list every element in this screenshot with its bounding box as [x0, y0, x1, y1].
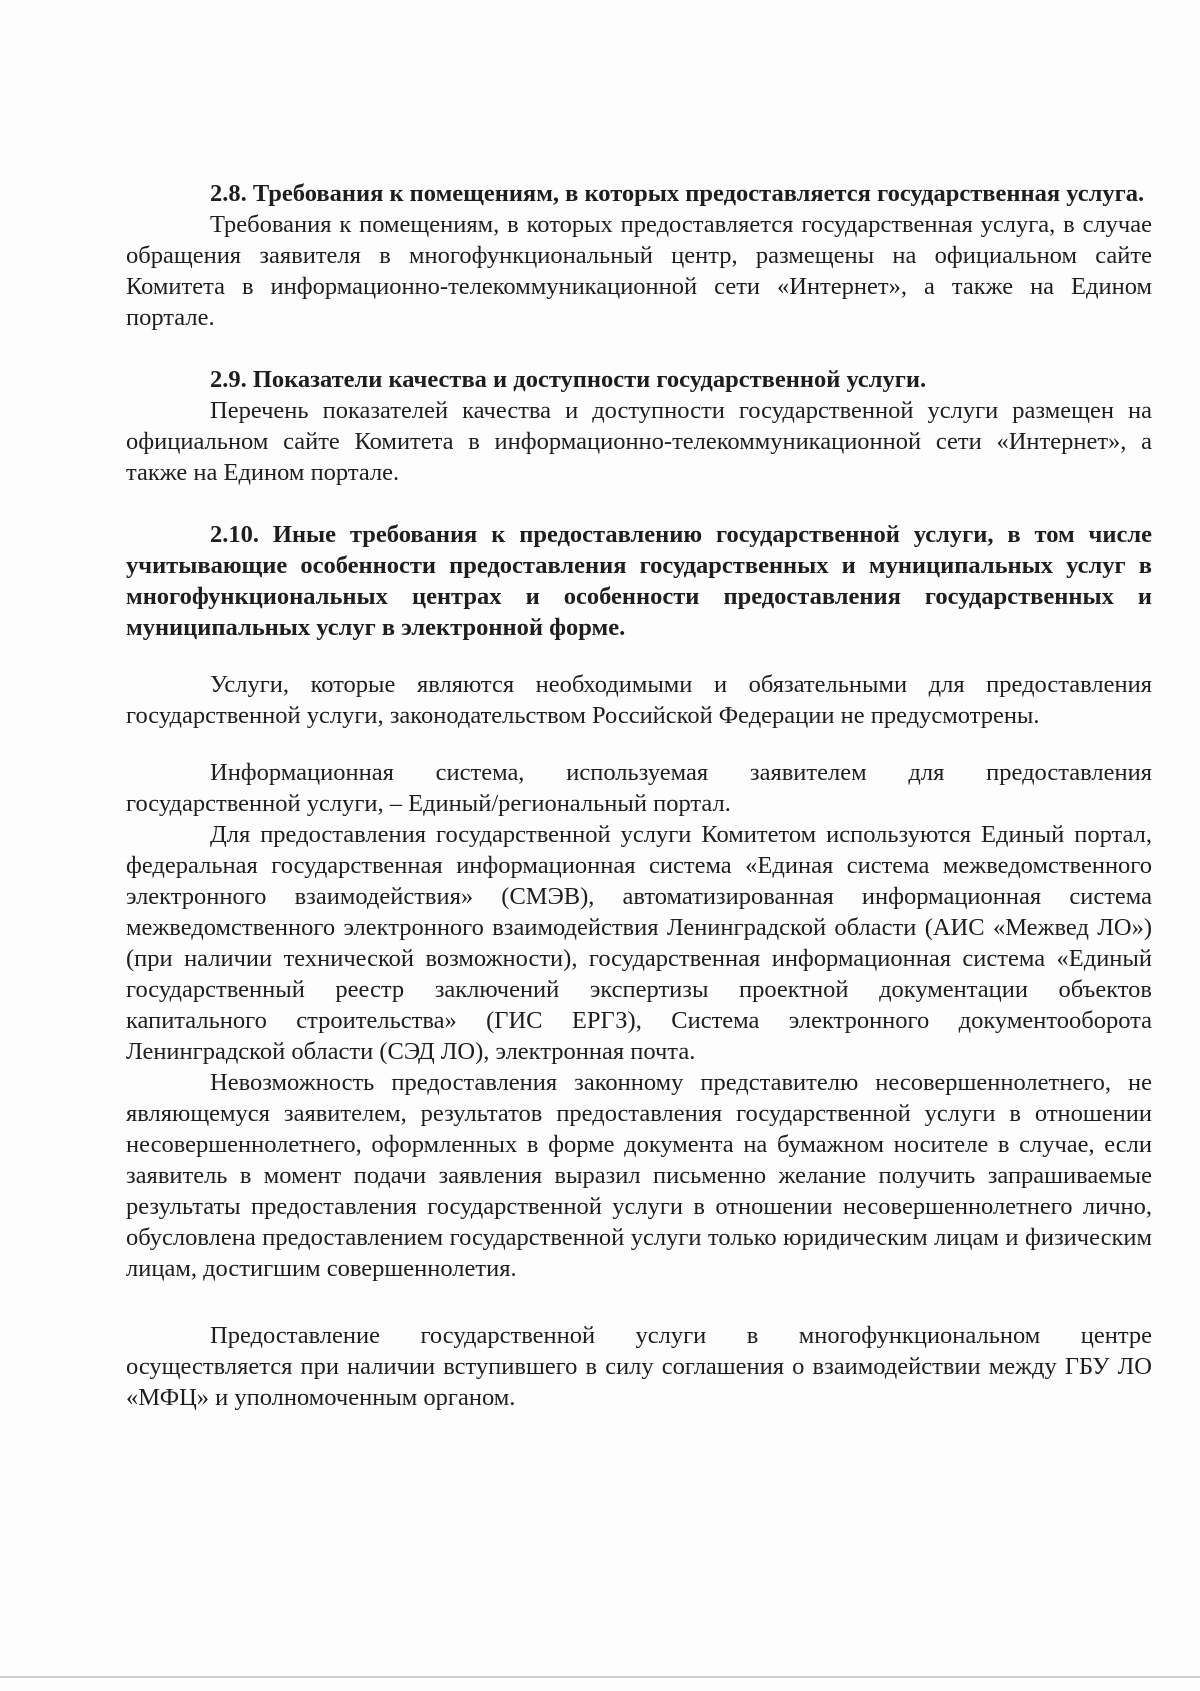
scan-edge-line [0, 1676, 1200, 1678]
section-2-9-heading: 2.9. Показатели качества и доступности государственной услуги. [210, 366, 927, 393]
spacer [126, 1284, 1152, 1320]
spacer [126, 643, 1152, 669]
section-2-8-body: Требования к помещениям, в которых предоставляется государственная услуга, в случае обращения заявителя в многофункциональный центр, размещены на официальном сайте Комитета в информационно-телекоммуникационной сети «Интернет», а также на Едином портале. [126, 211, 1152, 331]
section-2-10-paragraph-2: Информационная система, используемая заявителем для предоставления государственной услуги, – Единый/региональный портал. [126, 759, 1152, 817]
section-2-10-paragraph-3: Для предоставления государственной услуги Комитетом используются Единый портал, федеральная государственная информационная система «Единая система межведомственного электронного взаимодействия» (СМЭВ), автоматизированная информационная система межведомственного электронного взаимодействия Ленинградской области (АИС «Межвед ЛО») (при наличии технической возможности), государственная информационная система «Единый государственный реестр заключений экспертизы проектной документации объектов капитального строительства» (ГИС ЕРГЗ), Система электронного документооборота Ленинградской области (СЭД ЛО), электронная почта. [126, 821, 1152, 1065]
spacer [126, 333, 1152, 364]
section-2-10-paragraph-5: Предоставление государственной услуги в многофункциональном центре осуществляется при наличии вступившего в силу соглашения о взаимодействии между ГБУ ЛО «МФЦ» и уполномоченным органом. [126, 1322, 1152, 1411]
spacer [126, 488, 1152, 519]
section-2-10-paragraph-1: Услуги, которые являются необходимыми и обязательными для предоставления государственной услуги, законодательством Российской Федерации не предусмотрены. [126, 671, 1152, 729]
section-2-9-body: Перечень показателей качества и доступности государственной услуги размещен на официальном сайте Комитета в информационно-телекоммуникационной сети «Интернет», а также на Едином портале. [126, 397, 1152, 486]
document-content [126, 178, 1152, 1413]
spacer [126, 731, 1152, 757]
section-2-10-heading: 2.10. Иные требования к предоставлению государственной услуги, в том числе учитывающие особенности предоставления государственных и муниципальных услуг в многофункциональных центрах и особенности предоставления государственных и муниципальных услуг в электронной форме. [126, 521, 1152, 641]
section-2-10-paragraph-4: Невозможность предоставления законному представителю несовершеннолетнего, не являющемуся заявителем, результатов предоставления государственной услуги в отношении несовершеннолетнего, оформленных в форме документа на бумажном носителе в случае, если заявитель в момент подачи заявления выразил письменно желание получить запрашиваемые результаты предоставления государственной услуги в отношении несовершеннолетнего лично, обусловлена предоставлением государственной услуги только юридическим лицам и физическим лицам, достигшим совершеннолетия. [126, 1069, 1152, 1282]
section-2-8-heading: 2.8. Требования к помещениям, в которых предоставляется государственная услуга. [210, 180, 1145, 207]
